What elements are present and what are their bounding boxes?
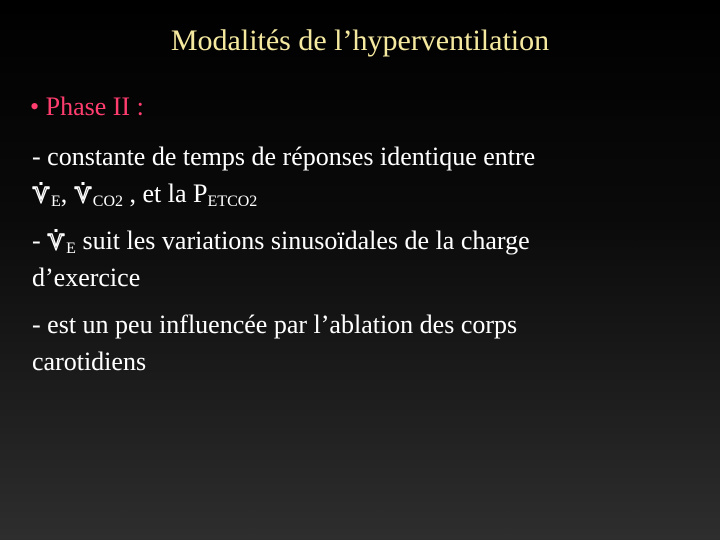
subscript-e: E bbox=[51, 193, 61, 210]
bullet-item-1-line-1: - constante de temps de réponses identique entre bbox=[32, 142, 536, 171]
bullet-item-1 bbox=[32, 138, 692, 212]
bullet-item-3 bbox=[32, 306, 692, 380]
bullet-item-2 bbox=[32, 222, 692, 296]
v-dot-icon bbox=[32, 182, 50, 204]
v-dot-icon bbox=[74, 182, 92, 204]
bullet-item-2-line-2: d’exercice bbox=[32, 263, 141, 292]
bullet-item-2-text: suit les variations sinusoïdales de la charge bbox=[75, 226, 530, 255]
dash-prefix: - bbox=[32, 226, 48, 255]
v-dot-icon bbox=[47, 229, 65, 251]
separator: , bbox=[60, 179, 74, 208]
slide-title: Modalités de l’hyperventilation bbox=[170, 24, 550, 57]
subscript-etco2: ETCO2 bbox=[207, 193, 258, 210]
bullet-item-1-line-2 bbox=[32, 175, 692, 212]
text-et-la-p: , et la P bbox=[123, 179, 208, 208]
bullet-item-3-line-1: - est un peu influencée par l’ablation des corps bbox=[32, 310, 518, 339]
bullet-item-3-line-2: carotidiens bbox=[32, 347, 147, 376]
subscript-co2: CO2 bbox=[92, 193, 124, 210]
phase-heading: • Phase II : bbox=[30, 92, 144, 121]
bullet-item-2-line-1 bbox=[32, 222, 692, 259]
subscript-e: E bbox=[66, 240, 76, 257]
